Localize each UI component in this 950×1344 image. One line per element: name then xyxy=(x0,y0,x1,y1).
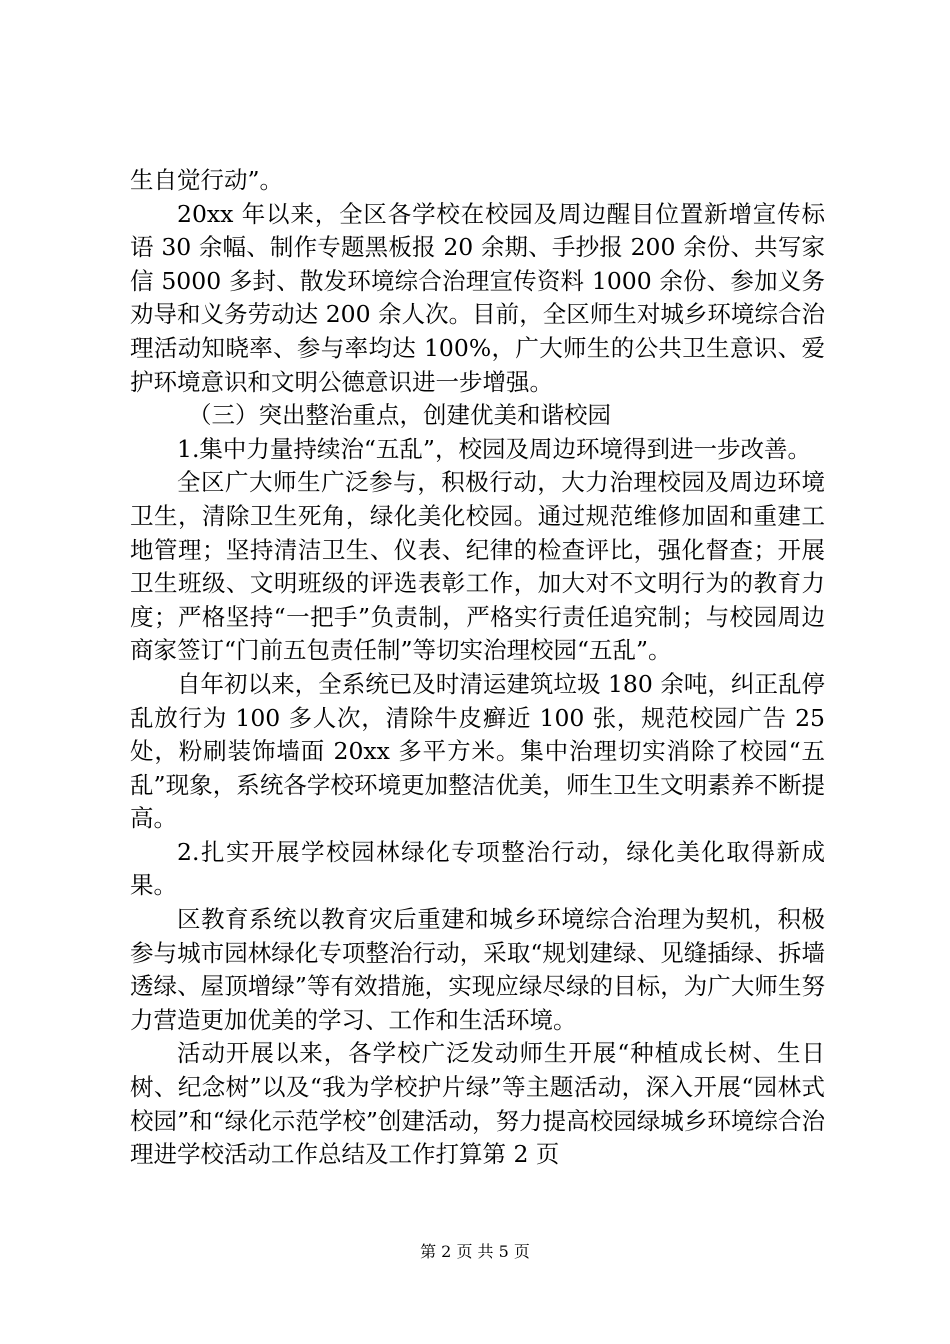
paragraph-cleanup-stats: 自年初以来，全系统已及时清运建筑垃圾 180 余吨，纠正乱停乱放行为 100 多人次，清除牛皮癣近 100 张，规范校园广告 25 处，粉刷装饰墙面 20xx 多平方米。集中治理切实消除了校园“五乱”现象，系统各学校环境更加整洁优美，师生卫生文明素养不断提高。 xyxy=(130,669,825,833)
paragraph-continuation: 生自觉行动”。 xyxy=(130,166,284,194)
document-body xyxy=(130,164,825,1172)
paragraph-greening-activities: 活动开展以来，各学校广泛发动师生开展“种植成长树、生日树、纪念树”以及“我为学校护片绿”等主题活动，深入开展“园林式校园”和“绿化示范学校”创建活动，努力提高校园绿城乡环境综合治理进学校活动工作总结及工作打算第 2 页 xyxy=(130,1039,825,1169)
paragraph-publicity-stats: 20xx 年以来，全区各学校在校园及周边醒目位置新增宣传标语 30 余幅、制作专题黑板报 20 余期、手抄报 200 余份、共写家信 5000 多封、散发环境综合治理宣传资料 1000 余份、参加义务劝导和义务劳动达 200 余人次。目前，全区师生对城乡环境综合治理活动知晓率、参与率均达 100%，广大师生的公共卫生意识、爱护环境意识和文明公德意识进一步增强。 xyxy=(130,199,825,396)
paragraph-greening-measures: 区教育系统以教育灾后重建和城乡环境综合治理为契机，积极参与城市园林绿化专项整治行动，采取“规划建绿、见缝插绿、拆墙透绿、屋顶增绿”等有效措施，实现应绿尽绿的目标，为广大师生努力营造更加优美的学习、工作和生活环境。 xyxy=(130,905,825,1034)
paragraph-environment-actions: 全区广大师生广泛参与，积极行动，大力治理校园及周边环境卫生，清除卫生死角，绿化美化校园。通过规范维修加固和重建工地管理；坚持清洁卫生、仪表、纪律的检查评比，强化督查；开展卫生班级、文明班级的评选表彰工作，加大对不文明行为的教育力度；严格坚持“一把手”负责制，严格实行责任追究制；与校园周边商家签订“门前五包责任制”等切实治理校园“五乱”。 xyxy=(130,468,825,665)
section-heading-3: （三）突出整治重点，创建优美和谐校园 xyxy=(188,401,611,430)
subheading-2: 2.扎实开展学校园林绿化专项整治行动，绿化美化取得新成果。 xyxy=(130,837,825,900)
page-footer: 第 2 页 共 5 页 xyxy=(420,1242,530,1261)
subheading-1: 1.集中力量持续治“五乱”，校园及周边环境得到进一步改善。 xyxy=(177,434,811,463)
